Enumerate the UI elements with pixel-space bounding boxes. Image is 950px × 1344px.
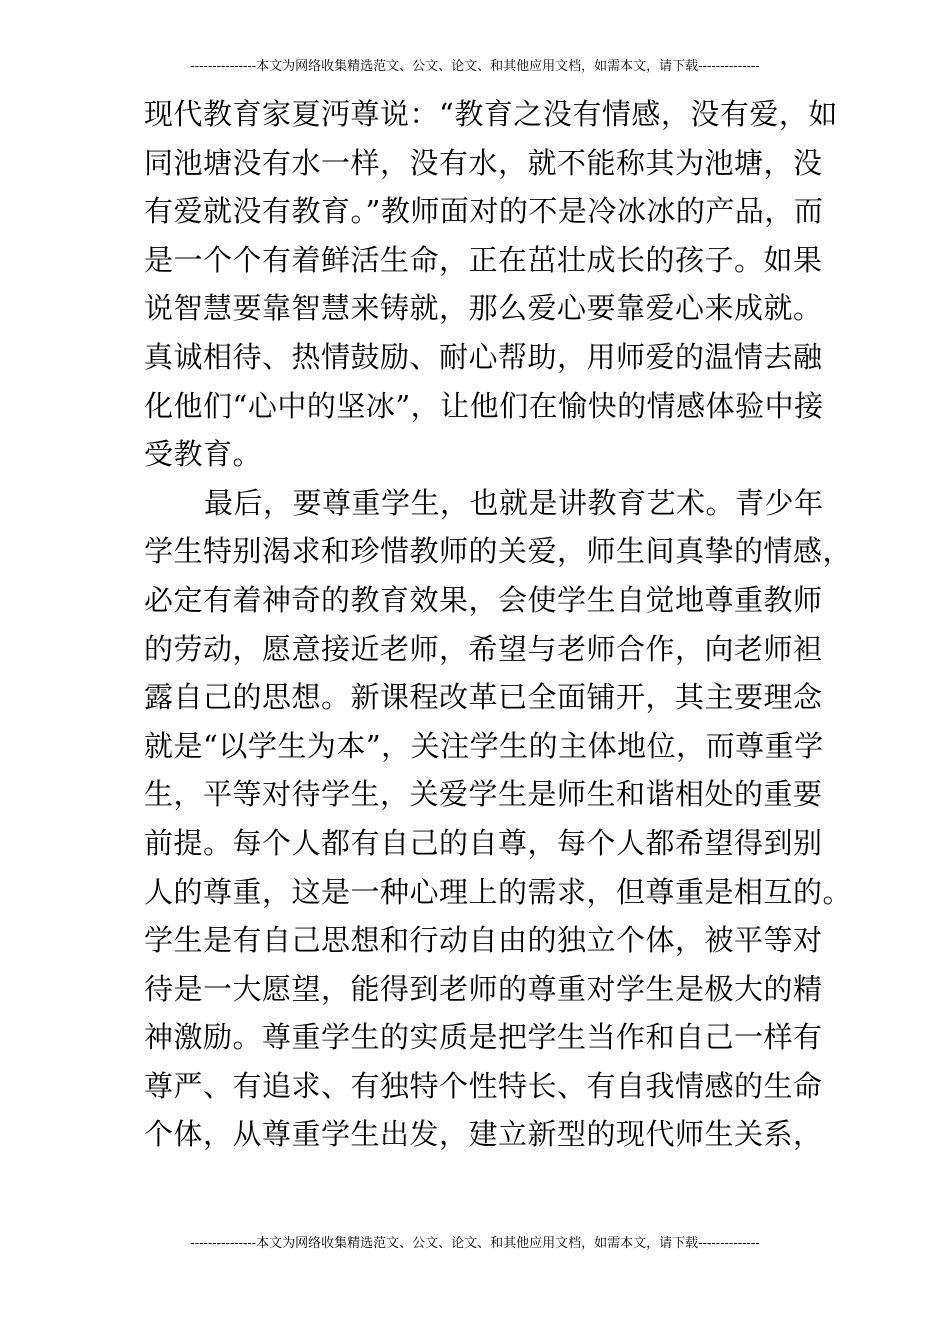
- text-line: 学生是有自己思想和行动自由的独立个体，被平等对: [144, 923, 823, 958]
- paragraph-2: [144, 479, 853, 1159]
- page-header: ---------------本文为网络收集精选范文、公文、论文、和其他应用文档，如需本文，请下载--------------: [190, 59, 760, 74]
- text-line: 真诚相待、热情鼓励、耐心帮助，用师爱的温情去融: [144, 339, 823, 374]
- text-line: 学生特别渴求和珍惜教师的关爱，师生间真挚的情感，: [144, 534, 853, 569]
- text-line: 尊严、有追求、有独特个性特长、有自我情感的生命: [144, 1068, 823, 1103]
- text-line: 露自己的思想。新课程改革已全面铺开，其主要理念: [144, 680, 823, 715]
- document-body: [144, 90, 853, 1159]
- text-line: 就是“以学生为本”，关注学生的主体地位，而尊重学: [144, 728, 824, 763]
- text-line: 受教育。: [144, 437, 263, 472]
- text-line: 生，平等对待学生，关爱学生是师生和谐相处的重要: [144, 777, 823, 812]
- page-footer: ---------------本文为网络收集精选范文、公文、论文、和其他应用文档，如需本文，请下载--------------: [190, 1236, 760, 1251]
- text-line: 化他们“心中的坚冰”，让他们在愉快的情感体验中接: [144, 388, 824, 423]
- text-line: 待是一大愿望，能得到老师的尊重对学生是极大的精: [144, 971, 823, 1006]
- paragraph-1: [144, 90, 838, 479]
- text-line: 个体，从尊重学生出发，建立新型的现代师生关系，: [144, 1117, 823, 1152]
- text-line: 前提。每个人都有自己的自尊，每个人都希望得到别: [144, 825, 823, 860]
- text-line: 同池塘没有水一样，没有水，就不能称其为池塘，没: [144, 145, 823, 180]
- text-line: 最后，要尊重学生，也就是讲教育艺术。青少年: [204, 485, 824, 520]
- text-line: 有爱就没有教育。”教师面对的不是冷冰冰的产品，而: [144, 194, 824, 229]
- text-line: 必定有着神奇的教育效果，会使学生自觉地尊重教师: [144, 582, 823, 617]
- text-line: 的劳动，愿意接近老师，希望与老师合作，向老师袒: [144, 631, 823, 666]
- text-line: 神激励。尊重学生的实质是把学生当作和自己一样有: [144, 1020, 823, 1055]
- text-line: 现代教育家夏沔尊说：“教育之没有情感，没有爱，如: [144, 97, 838, 131]
- text-line: 说智慧要靠智慧来铸就，那么爱心要靠爱心来成就。: [144, 291, 823, 326]
- text-line: 人的尊重，这是一种心理上的需求，但尊重是相互的。: [144, 874, 853, 909]
- text-line: 是一个个有着鲜活生命，正在茁壮成长的孩子。如果: [144, 242, 823, 277]
